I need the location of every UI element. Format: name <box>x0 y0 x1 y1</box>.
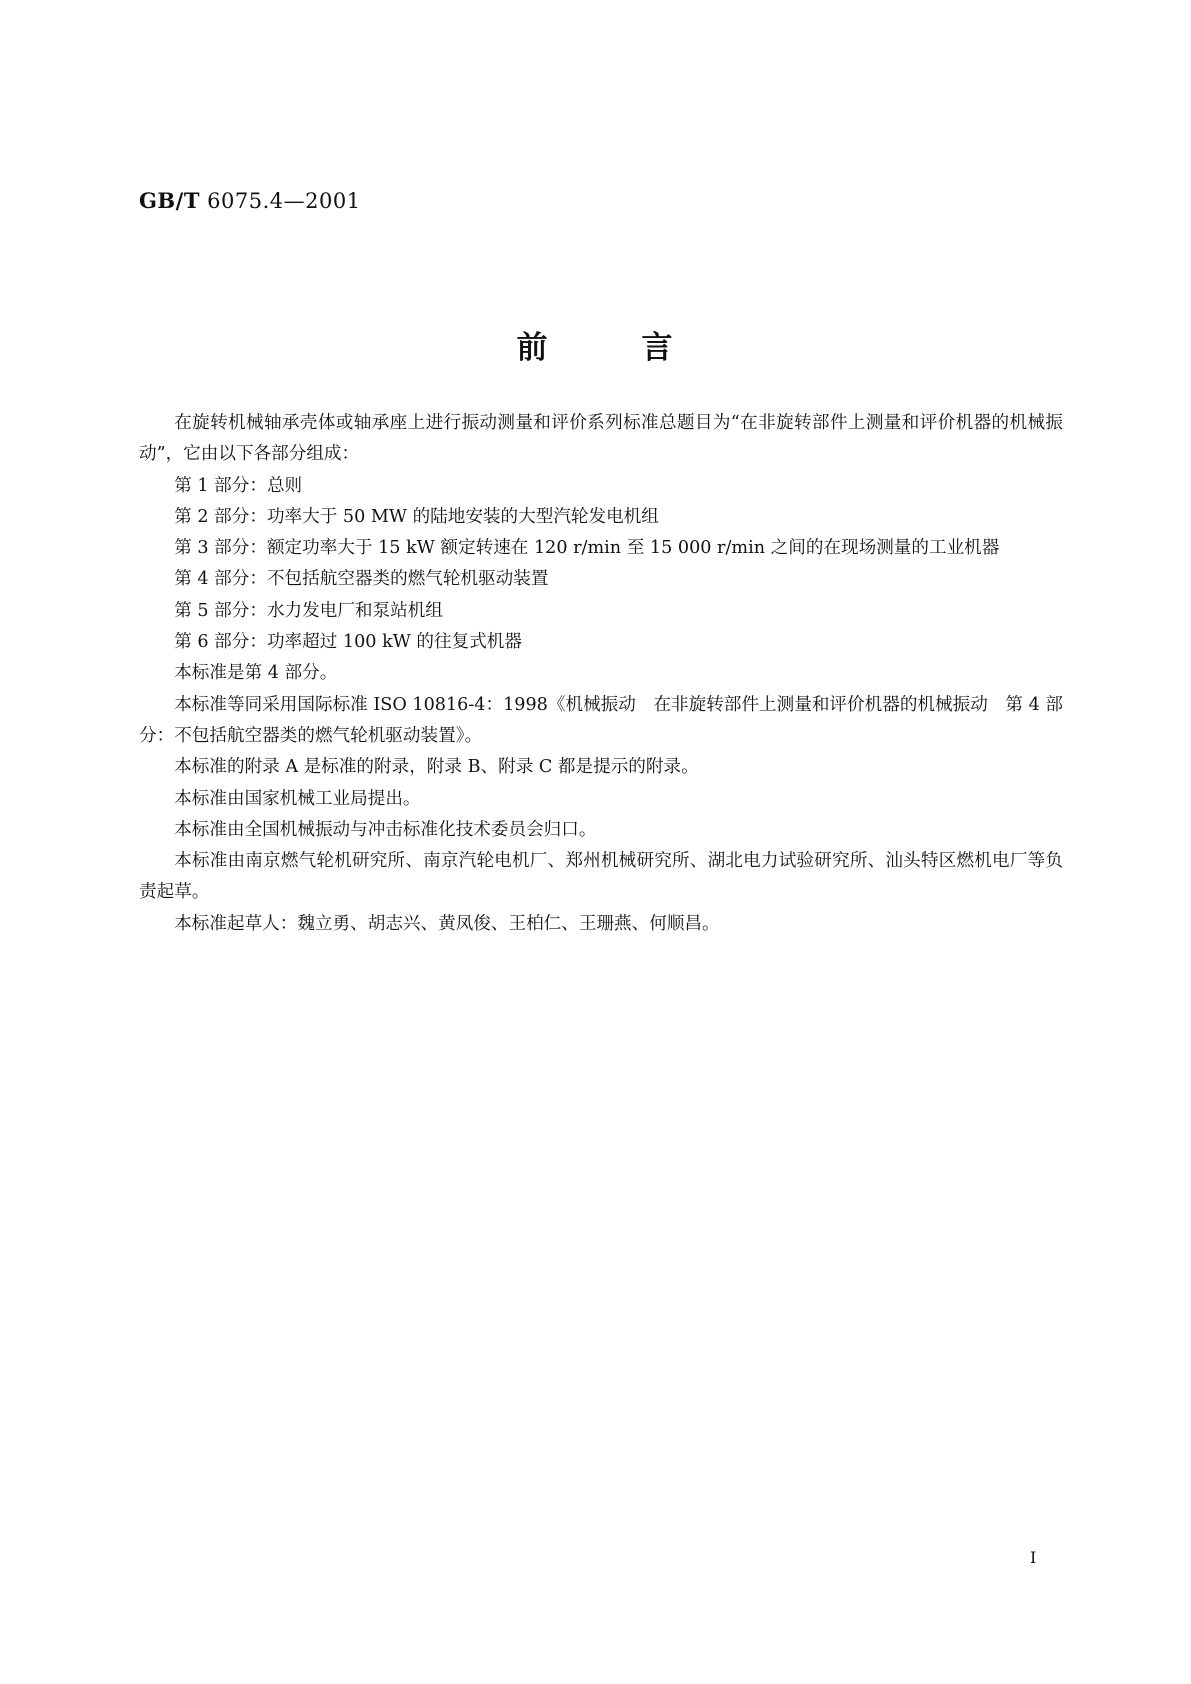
page-number: I <box>1030 1548 1037 1567</box>
standard-code-prefix: GB/T <box>139 188 200 213</box>
standard-code-number: 6075.4—2001 <box>207 189 361 213</box>
paragraph-part-2: 第 2 部分：功率大于 50 MW 的陆地安装的大型汽轮发电机组 <box>174 506 659 527</box>
paragraph-drafting-units: 本标准由南京燃气轮机研究所、南京汽轮电机厂、郑州机械研究所、湖北电力试验研究所、汕头特区燃机电厂等负责起草。 <box>139 851 1063 903</box>
paragraph-part-1: 第 1 部分：总则 <box>174 475 303 496</box>
page-title-char-2: 言 <box>641 330 675 366</box>
paragraph-drafters: 本标准起草人：魏立勇、胡志兴、黄凤俊、王柏仁、王珊燕、何顺昌。 <box>174 913 720 934</box>
paragraph-this-part: 本标准是第 4 部分。 <box>174 663 338 684</box>
paragraph-proposed-by: 本标准由国家机械工业局提出。 <box>174 788 421 809</box>
paragraph-part-3: 第 3 部分：额定功率大于 15 kW 额定转速在 120 r/min 至 15 000 r/min 之间的在现场测量的工业机器 <box>174 538 1000 559</box>
foreword-body <box>139 408 1063 940</box>
paragraph-iso-equivalence: 本标准等同采用国际标准 ISO 10816-4：1998《机械振动 在非旋转部件上测量和评价机器的机械振动 第 4 部分：不包括航空器类的燃气轮机驱动装置》。 <box>139 694 1063 746</box>
paragraph-annexes: 本标准的附录 A 是标准的附录，附录 B、附录 C 都是提示的附录。 <box>174 757 699 778</box>
standard-code <box>139 188 361 213</box>
page-title-char-1: 前 <box>516 330 550 366</box>
paragraph-part-5: 第 5 部分：水力发电厂和泵站机组 <box>174 600 443 621</box>
page-title <box>0 322 1191 367</box>
paragraph-part-4: 第 4 部分：不包括航空器类的燃气轮机驱动装置 <box>174 569 549 590</box>
paragraph-intro: 在旋转机械轴承壳体或轴承座上进行振动测量和评价系列标准总题目为“在非旋转部件上测量和评价机器的机械振动”，它由以下各部分组成： <box>139 413 1063 465</box>
paragraph-part-6: 第 6 部分：功率超过 100 kW 的往复式机器 <box>174 632 522 653</box>
paragraph-centralized-by: 本标准由全国机械振动与冲击标准化技术委员会归口。 <box>174 819 597 840</box>
